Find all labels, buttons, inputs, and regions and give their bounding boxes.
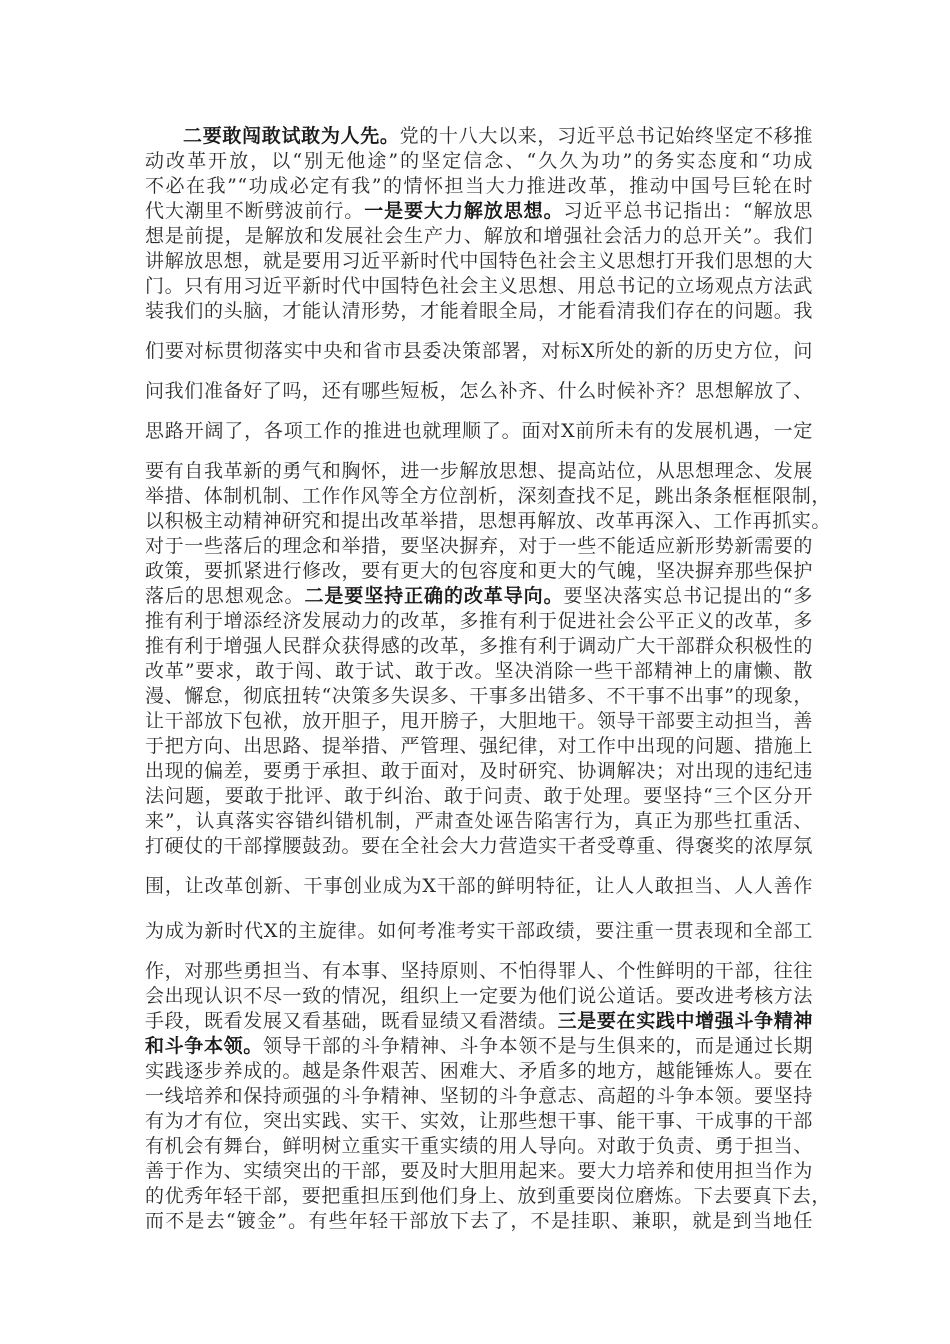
text-line — [145, 558, 813, 584]
text-line — [145, 708, 813, 734]
body-text: 落后的思想观念。 — [145, 585, 305, 607]
bold-heading-text: 和斗争本领。 — [145, 1035, 263, 1057]
bold-heading-text: 二要敢闯敢试敢为人先。 — [183, 125, 400, 147]
bold-heading-text: 三是要在实践中增强斗争精神 — [557, 1010, 813, 1032]
body-text: 想是前提，是解放和发展社会生产力、解放和增强社会活力的总开关”。我们 — [145, 225, 813, 247]
text-line — [145, 1183, 832, 1209]
body-text: 政策，要抓紧进行修改，要有更大的包容度和更大的气魄，坚决摒弃那些保护 — [145, 560, 813, 582]
text-line — [145, 1058, 813, 1084]
text-line — [145, 378, 813, 404]
text-line — [145, 633, 813, 659]
body-text: 们要对标贯彻落实中央和省市县委决策部署，对标X所处的新的历史方位，问 — [145, 340, 813, 362]
body-text: 领导干部的斗争精神、斗争本领不是与生俱来的，而是通过长期 — [262, 1035, 813, 1057]
text-line — [145, 1033, 813, 1059]
body-text: 出现的偏差，要勇于承担、敢于面对，及时研究、协调解决；对出现的违纪违 — [145, 760, 813, 782]
bold-heading-text: 一是要大力解放思想。 — [364, 200, 564, 222]
text-line — [145, 683, 813, 709]
body-text: 一线培养和保持顽强的斗争精神、坚韧的斗争意志、高超的斗争本领。要坚持 — [145, 1085, 813, 1107]
text-line — [145, 833, 813, 859]
text-line — [145, 483, 832, 509]
text-line — [145, 1208, 813, 1234]
text-line — [145, 533, 813, 559]
text-line — [145, 758, 813, 784]
body-text: 问我们准备好了吗，还有哪些短板，怎么补齐、什么时候补齐？思想解放了、 — [145, 380, 813, 402]
body-text: 打硬仗的干部撑腰鼓劲。要在全社会大力营造实干者受尊重、得褒奖的浓厚氛 — [145, 835, 813, 857]
text-line — [145, 248, 813, 274]
text-line — [145, 148, 813, 174]
text-line — [145, 338, 813, 364]
body-text: 为成为新时代X的主旋律。如何考准考实干部政绩，要注重一贯表现和全部工 — [145, 920, 813, 942]
bold-heading-text: 二是要坚持正确的改革导向。 — [304, 585, 564, 607]
text-line — [145, 223, 813, 249]
body-text: 法问题，要敢于批评、敢于纠治、敢于问责、敢于处理。要坚持“三个区分开 — [145, 785, 813, 807]
body-text: 来”，认真落实容错纠错机制，严肃查处诬告陷害行为，真正为那些扛重活、 — [145, 810, 813, 832]
text-line — [145, 173, 813, 199]
text-line — [145, 583, 813, 609]
text-line — [145, 1083, 813, 1109]
text-line — [145, 873, 813, 899]
body-text: 而不是去“镀金”。有些年轻干部放下去了，不是挂职、兼职，就是到当地任 — [145, 1210, 813, 1232]
text-line — [145, 658, 813, 684]
body-text: 动改革开放，以“别无他途”的坚定信念、“久久为功”的务实态度和“功成 — [145, 150, 813, 172]
body-text: 有为才有位，突出实践、实干、实效，让那些想干事、能干事、干成事的干部 — [145, 1110, 813, 1132]
text-line — [145, 918, 813, 944]
body-text: 实践逐步养成的。越是条件艰苦、困难大、矛盾多的地方，越能锤炼人。要在 — [145, 1060, 813, 1082]
body-text: 要坚决落实总书记提出的“多 — [563, 585, 813, 607]
text-line — [145, 198, 813, 224]
body-text: 代大潮里不断劈波前行。 — [145, 200, 365, 222]
body-text: 推有利于增强人民群众获得感的改革，多推有利于调动广大干部群众积极性的 — [145, 635, 813, 657]
body-text: 要有自我革新的勇气和胸怀，进一步解放思想、提高站位，从思想理念、发展 — [145, 460, 813, 482]
text-line — [145, 1108, 813, 1134]
text-line — [145, 1158, 813, 1184]
body-text: 门。只有用习近平新时代中国特色社会主义思想、用总书记的立场观点方法武 — [145, 275, 813, 297]
text-line — [145, 458, 813, 484]
body-text: 举措、体制机制、工作作风等全方位剖析，深刻查找不足，跳出条条框框限制， — [145, 485, 832, 507]
text-line — [145, 608, 813, 634]
body-text: 讲解放思想，就是要用习近平新时代中国特色社会主义思想打开我们思想的大 — [145, 250, 813, 272]
text-line — [145, 1133, 813, 1159]
body-text: 思路开阔了，各项工作的推进也就理顺了。面对X前所未有的发展机遇，一定 — [145, 420, 813, 442]
body-text: 手段，既看发展又看基础，既看显绩又看潜绩。 — [145, 1010, 558, 1032]
text-line — [145, 983, 813, 1009]
text-line — [145, 508, 832, 534]
body-text: 装我们的头脑，才能认清形势，才能着眼全局，才能看清我们存在的问题。我 — [145, 300, 813, 322]
text-line — [145, 1008, 813, 1034]
body-text: 围，让改革创新、干事创业成为X干部的鲜明特征，让人人敢担当、人人善作 — [145, 875, 813, 897]
text-line — [145, 298, 813, 324]
text-line — [145, 808, 813, 834]
text-line — [145, 418, 813, 444]
text-line — [145, 273, 813, 299]
body-text: 不必在我”“功成必定有我”的情怀担当大力推进改革，推动中国号巨轮在时 — [145, 175, 813, 197]
body-text: 善于作为、实绩突出的干部，要及时大胆用起来。要大力培养和使用担当作为 — [145, 1160, 813, 1182]
body-text: 以积极主动精神研究和提出改革举措，思想再解放、改革再深入、工作再抓实。 — [145, 510, 832, 532]
body-text: 漫、懈怠，彻底扭转“决策多失误多、干事多出错多、不干事不出事”的现象， — [145, 685, 813, 707]
body-text: 让干部放下包袱，放开胆子，甩开膀子，大胆地干。领导干部要主动担当，善 — [145, 710, 813, 732]
body-text: 改革”要求，敢于闯、敢于试、敢于改。坚决消除一些干部精神上的庸懒、散 — [145, 660, 813, 682]
body-text: 党的十八大以来，习近平总书记始终坚定不移推 — [399, 125, 813, 147]
body-text: 于把方向、出思路、提举措、严管理、强纪律，对工作中出现的问题、措施上 — [145, 735, 813, 757]
body-text: 作，对那些勇担当、有本事、坚持原则、不怕得罪人、个性鲜明的干部，往往 — [145, 960, 813, 982]
text-line — [145, 783, 813, 809]
body-text: 会出现认识不尽一致的情况，组织上一定要为他们说公道话。要改进考核方法 — [145, 985, 813, 1007]
body-text: 推有利于增添经济发展动力的改革，多推有利于促进社会公平正义的改革，多 — [145, 610, 813, 632]
text-line — [145, 958, 813, 984]
text-line — [183, 123, 813, 149]
body-text: 有机会有舞台，鲜明树立重实干重实绩的用人导向。对敢于负责、勇于担当、 — [145, 1135, 813, 1157]
body-text: 的优秀年轻干部，要把重担压到他们身上、放到重要岗位磨炼。下去要真下去， — [145, 1185, 832, 1207]
body-text: 习近平总书记指出：“解放思 — [563, 200, 813, 222]
text-line — [145, 733, 813, 759]
body-text: 对于一些落后的理念和举措，要坚决摒弃，对于一些不能适应新形势新需要的 — [145, 535, 813, 557]
